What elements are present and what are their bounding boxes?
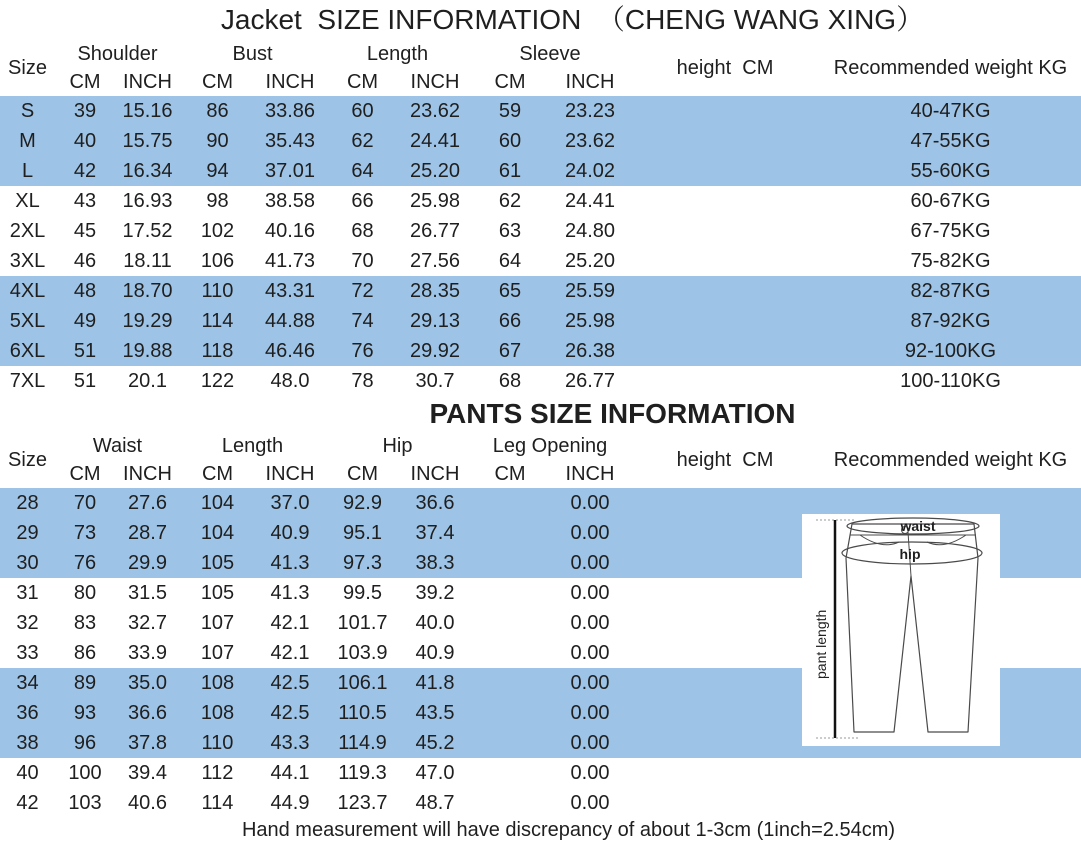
table-cell: 114 bbox=[201, 791, 234, 814]
table-cell: 26.77 bbox=[409, 219, 461, 242]
footnote: Hand measurement will have discrepancy of about 1-3cm (1inch=2.54cm) bbox=[241, 819, 896, 841]
table-cell: 24.80 bbox=[564, 219, 616, 242]
table-cell: 38 bbox=[16, 731, 39, 754]
table-cell: 65 bbox=[498, 279, 522, 302]
table-cell: 76 bbox=[351, 339, 374, 362]
pants-subheader-cm: CM bbox=[346, 462, 379, 485]
pants-table-title: PANTS SIZE INFORMATION bbox=[429, 398, 796, 429]
table-cell: 62 bbox=[498, 189, 522, 212]
table-cell: 49 bbox=[73, 309, 97, 332]
jacket-column-group-bust: Bust bbox=[232, 42, 273, 65]
table-cell: 0.00 bbox=[570, 671, 610, 694]
table-cell: 70 bbox=[73, 491, 97, 514]
table-cell: 87-92KG bbox=[910, 309, 991, 332]
table-cell: 33.86 bbox=[264, 99, 316, 122]
table-cell: 35.43 bbox=[264, 129, 316, 152]
table-cell: 94 bbox=[206, 159, 229, 182]
table-cell: 0.00 bbox=[570, 581, 610, 604]
table-cell: 7XL bbox=[9, 369, 46, 392]
table-cell: 40-47KG bbox=[910, 99, 991, 122]
jacket-column-header-height-cm: height CM bbox=[676, 56, 774, 79]
table-cell: 106.1 bbox=[337, 671, 388, 694]
table-cell: L bbox=[21, 159, 34, 182]
table-row-5XL bbox=[0, 306, 1081, 336]
table-cell: 32.7 bbox=[128, 611, 167, 634]
table-cell: 110 bbox=[201, 731, 234, 754]
pants-subheader-inch: INCH bbox=[123, 462, 172, 485]
table-cell: 118 bbox=[201, 339, 234, 362]
jacket-subheader-inch: INCH bbox=[565, 70, 615, 93]
table-cell: 34 bbox=[16, 671, 39, 694]
table-cell: 36 bbox=[16, 701, 39, 724]
table-cell: 0.00 bbox=[570, 521, 610, 544]
table-cell: 29 bbox=[16, 521, 39, 544]
table-row-40 bbox=[0, 758, 1081, 788]
table-cell: 40.0 bbox=[415, 611, 455, 634]
pants-column-group-hip: Hip bbox=[382, 434, 413, 457]
table-row-2XL bbox=[0, 216, 1081, 246]
table-cell: 68 bbox=[351, 219, 374, 242]
table-cell: 40.16 bbox=[264, 219, 316, 242]
table-cell: 16.34 bbox=[122, 159, 173, 182]
table-cell: 86 bbox=[206, 99, 229, 122]
table-cell: 51 bbox=[73, 339, 97, 362]
pants-subheader-inch: INCH bbox=[265, 462, 315, 485]
table-cell: 41.3 bbox=[270, 581, 310, 604]
table-cell: 18.11 bbox=[123, 249, 172, 272]
table-cell: 0.00 bbox=[570, 701, 610, 724]
table-cell: 61 bbox=[498, 159, 522, 182]
table-cell: 89 bbox=[73, 671, 97, 694]
table-cell: 15.16 bbox=[122, 99, 173, 122]
table-cell: 39.2 bbox=[415, 581, 455, 604]
table-cell: 0.00 bbox=[570, 611, 610, 634]
table-cell: 105 bbox=[200, 581, 235, 604]
table-cell: 108 bbox=[200, 701, 235, 724]
table-cell: 95.1 bbox=[343, 521, 382, 544]
table-cell: 119.3 bbox=[338, 761, 387, 784]
table-cell: 64 bbox=[498, 249, 522, 272]
table-cell: 103.9 bbox=[337, 641, 388, 664]
table-cell: 0.00 bbox=[570, 551, 610, 574]
table-cell: 19.88 bbox=[122, 339, 173, 362]
jacket-subheader-inch: INCH bbox=[265, 70, 315, 93]
table-cell: 18.70 bbox=[122, 279, 173, 302]
table-cell: 55-60KG bbox=[910, 159, 991, 182]
table-cell: S bbox=[20, 99, 35, 122]
table-cell: 64 bbox=[351, 159, 374, 182]
jacket-table-title: Jacket SIZE INFORMATION （CHENG WANG XING） bbox=[220, 4, 925, 35]
table-cell: 99.5 bbox=[343, 581, 382, 604]
table-cell: 43.5 bbox=[415, 701, 455, 724]
table-cell: 103 bbox=[68, 791, 102, 814]
table-cell: 45 bbox=[73, 219, 97, 242]
table-cell: 41.8 bbox=[415, 671, 455, 694]
table-cell: 67 bbox=[498, 339, 522, 362]
table-cell: 51 bbox=[73, 369, 97, 392]
jacket-subheader-cm: CM bbox=[346, 70, 379, 93]
table-cell: 32 bbox=[16, 611, 39, 634]
table-cell: 30.7 bbox=[415, 369, 455, 392]
pants-subheader-cm: CM bbox=[494, 462, 526, 485]
table-cell: 42.5 bbox=[270, 671, 310, 694]
table-cell: 110 bbox=[201, 279, 234, 302]
table-cell: 60-67KG bbox=[910, 189, 991, 212]
jacket-subheader-cm: CM bbox=[494, 70, 526, 93]
table-cell: 25.20 bbox=[409, 159, 461, 182]
waist-label: waist bbox=[900, 518, 936, 534]
table-cell: 47.0 bbox=[415, 761, 455, 784]
table-cell: 25.98 bbox=[564, 309, 616, 332]
table-cell: 43.31 bbox=[264, 279, 316, 302]
table-cell: 67-75KG bbox=[910, 219, 991, 242]
table-cell: 73 bbox=[73, 521, 97, 544]
table-cell: 19.29 bbox=[122, 309, 173, 332]
table-row-42 bbox=[0, 788, 1081, 818]
table-cell: 70 bbox=[351, 249, 374, 272]
table-cell: 31 bbox=[16, 581, 39, 604]
table-cell: 114 bbox=[201, 309, 234, 332]
hip-label: hip bbox=[899, 546, 921, 562]
table-cell: 5XL bbox=[9, 309, 46, 332]
table-cell: 38.3 bbox=[415, 551, 455, 574]
table-cell: 28.7 bbox=[128, 521, 167, 544]
table-cell: 15.75 bbox=[122, 129, 173, 152]
table-row-XL bbox=[0, 186, 1081, 216]
table-cell: 25.59 bbox=[564, 279, 616, 302]
table-cell: 42.1 bbox=[270, 641, 310, 664]
table-cell: 101.7 bbox=[337, 611, 388, 634]
table-cell: 23.62 bbox=[564, 129, 616, 152]
table-cell: 40.9 bbox=[270, 521, 310, 544]
table-cell: 100-110KG bbox=[900, 369, 1001, 392]
table-cell: 36.6 bbox=[415, 491, 455, 514]
table-cell: 72 bbox=[351, 279, 374, 302]
table-cell: 29.13 bbox=[409, 309, 461, 332]
table-row-S bbox=[0, 96, 1081, 126]
table-cell: 66 bbox=[498, 309, 522, 332]
table-cell: 80 bbox=[73, 581, 97, 604]
table-cell: 60 bbox=[351, 99, 374, 122]
table-cell: 42.1 bbox=[270, 611, 310, 634]
table-cell: 68 bbox=[498, 369, 522, 392]
table-cell: 66 bbox=[351, 189, 374, 212]
table-cell: 123.7 bbox=[337, 791, 388, 814]
table-cell: 41.73 bbox=[264, 249, 316, 272]
table-cell: 43.3 bbox=[270, 731, 310, 754]
table-cell: 23.23 bbox=[564, 99, 616, 122]
pants-subheader-cm: CM bbox=[69, 462, 101, 485]
table-cell: 76 bbox=[73, 551, 97, 574]
table-cell: 0.00 bbox=[570, 791, 610, 814]
table-row-4XL bbox=[0, 276, 1081, 306]
table-cell: 102 bbox=[200, 219, 235, 242]
pants-subheader-inch: INCH bbox=[410, 462, 460, 485]
table-cell: 62 bbox=[351, 129, 374, 152]
table-cell: 60 bbox=[498, 129, 522, 152]
table-cell: 0.00 bbox=[570, 731, 610, 754]
table-cell: 74 bbox=[351, 309, 374, 332]
table-cell: 48 bbox=[73, 279, 97, 302]
table-cell: 40 bbox=[16, 761, 39, 784]
pants-column-header-height-cm: height CM bbox=[676, 448, 774, 471]
table-cell: 122 bbox=[200, 369, 235, 392]
table-row-L bbox=[0, 156, 1081, 186]
table-cell: 40.6 bbox=[128, 791, 167, 814]
table-cell: 98 bbox=[206, 189, 229, 212]
table-cell: 107 bbox=[200, 641, 235, 664]
pants-column-group-waist: Waist bbox=[92, 434, 143, 457]
table-cell: 107 bbox=[200, 611, 235, 634]
pants-column-header-weight: Recommended weight KG bbox=[833, 448, 1068, 471]
jacket-subheader-cm: CM bbox=[69, 70, 101, 93]
table-cell: 93 bbox=[73, 701, 97, 724]
table-cell: 37.0 bbox=[270, 491, 310, 514]
table-cell: 46.46 bbox=[264, 339, 316, 362]
table-cell: 40 bbox=[73, 129, 97, 152]
pants-table-header bbox=[0, 432, 1081, 488]
pants-subheader-cm: CM bbox=[201, 462, 234, 485]
table-cell: 104 bbox=[200, 521, 235, 544]
table-cell: 24.41 bbox=[409, 129, 461, 152]
table-cell: 37.8 bbox=[128, 731, 167, 754]
table-cell: 0.00 bbox=[570, 761, 610, 784]
table-cell: XL bbox=[15, 189, 40, 212]
table-cell: 16.93 bbox=[122, 189, 173, 212]
table-cell: 110.5 bbox=[338, 701, 387, 724]
pants-column-header-size: Size bbox=[8, 448, 47, 471]
table-cell: 78 bbox=[351, 369, 374, 392]
pants-column-group-length: Length bbox=[221, 434, 284, 457]
table-cell: 105 bbox=[200, 551, 235, 574]
table-cell: 4XL bbox=[9, 279, 46, 302]
jacket-column-group-shoulder: Shoulder bbox=[77, 42, 158, 65]
table-cell: 37.4 bbox=[415, 521, 455, 544]
table-cell: 26.77 bbox=[564, 369, 616, 392]
table-cell: 104 bbox=[200, 491, 235, 514]
jacket-column-group-sleeve: Sleeve bbox=[519, 42, 581, 65]
table-cell: 33.9 bbox=[128, 641, 167, 664]
table-cell: 38.58 bbox=[264, 189, 316, 212]
table-cell: 44.1 bbox=[270, 761, 310, 784]
table-row-6XL bbox=[0, 336, 1081, 366]
jacket-subheader-inch: INCH bbox=[410, 70, 460, 93]
table-cell: 27.56 bbox=[409, 249, 461, 272]
pant-length-label: pant length bbox=[813, 609, 829, 679]
table-cell: 17.52 bbox=[122, 219, 173, 242]
table-row-M bbox=[0, 126, 1081, 156]
table-cell: 46 bbox=[73, 249, 97, 272]
table-cell: 63 bbox=[498, 219, 522, 242]
table-cell: 90 bbox=[206, 129, 229, 152]
table-cell: 25.20 bbox=[564, 249, 616, 272]
table-cell: 92.9 bbox=[343, 491, 382, 514]
table-cell: 39 bbox=[73, 99, 97, 122]
table-cell: 42 bbox=[73, 159, 97, 182]
table-cell: 20.1 bbox=[128, 369, 167, 392]
table-cell: 26.38 bbox=[564, 339, 616, 362]
jacket-table-header bbox=[0, 40, 1081, 96]
table-cell: 24.02 bbox=[564, 159, 616, 182]
table-cell: 28 bbox=[16, 491, 39, 514]
table-cell: 3XL bbox=[9, 249, 46, 272]
table-cell: 33 bbox=[16, 641, 39, 664]
table-cell: 48.0 bbox=[270, 369, 310, 392]
table-cell: 48.7 bbox=[415, 791, 455, 814]
table-row-7XL bbox=[0, 366, 1081, 396]
table-cell: 96 bbox=[73, 731, 97, 754]
table-cell: 100 bbox=[68, 761, 102, 784]
table-cell: 108 bbox=[200, 671, 235, 694]
table-cell: 39.4 bbox=[128, 761, 167, 784]
table-cell: 23.62 bbox=[409, 99, 461, 122]
table-cell: 92-100KG bbox=[904, 339, 997, 362]
table-cell: 31.5 bbox=[128, 581, 167, 604]
table-cell: 37.01 bbox=[264, 159, 316, 182]
table-cell: 114.9 bbox=[338, 731, 387, 754]
table-cell: 47-55KG bbox=[910, 129, 991, 152]
jacket-table-body bbox=[0, 96, 1081, 396]
table-cell: 83 bbox=[73, 611, 97, 634]
table-cell: 59 bbox=[498, 99, 522, 122]
jacket-column-header-weight: Recommended weight KG bbox=[833, 56, 1068, 79]
pants-subheader-inch: INCH bbox=[565, 462, 615, 485]
jacket-subheader-cm: CM bbox=[201, 70, 234, 93]
table-cell: 40.9 bbox=[415, 641, 455, 664]
table-cell: 0.00 bbox=[570, 641, 610, 664]
pants-measurement-diagram bbox=[802, 514, 1000, 746]
table-cell: 0.00 bbox=[570, 491, 610, 514]
table-cell: 97.3 bbox=[343, 551, 382, 574]
table-cell: 30 bbox=[16, 551, 39, 574]
table-cell: 86 bbox=[73, 641, 97, 664]
jacket-subheader-inch: INCH bbox=[123, 70, 172, 93]
jacket-column-header-size: Size bbox=[8, 56, 47, 79]
table-cell: 112 bbox=[201, 761, 234, 784]
table-cell: 43 bbox=[73, 189, 97, 212]
table-cell: 35.0 bbox=[128, 671, 167, 694]
table-cell: 44.88 bbox=[264, 309, 316, 332]
table-row-3XL bbox=[0, 246, 1081, 276]
table-cell: 27.6 bbox=[128, 491, 167, 514]
table-cell: 2XL bbox=[9, 219, 46, 242]
table-cell: 36.6 bbox=[128, 701, 167, 724]
table-cell: 42.5 bbox=[270, 701, 310, 724]
pants-column-group-leg-opening: Leg Opening bbox=[492, 434, 608, 457]
jacket-column-group-length: Length bbox=[366, 42, 429, 65]
table-cell: 44.9 bbox=[270, 791, 310, 814]
table-cell: M bbox=[19, 129, 36, 152]
table-cell: 75-82KG bbox=[910, 249, 991, 272]
table-cell: 25.98 bbox=[409, 189, 461, 212]
table-cell: 82-87KG bbox=[910, 279, 991, 302]
table-cell: 41.3 bbox=[270, 551, 310, 574]
table-cell: 45.2 bbox=[415, 731, 455, 754]
table-cell: 29.92 bbox=[409, 339, 461, 362]
table-cell: 24.41 bbox=[564, 189, 616, 212]
table-cell: 29.9 bbox=[128, 551, 167, 574]
table-cell: 6XL bbox=[9, 339, 46, 362]
table-cell: 106 bbox=[200, 249, 235, 272]
table-cell: 28.35 bbox=[409, 279, 461, 302]
table-cell: 42 bbox=[16, 791, 39, 814]
